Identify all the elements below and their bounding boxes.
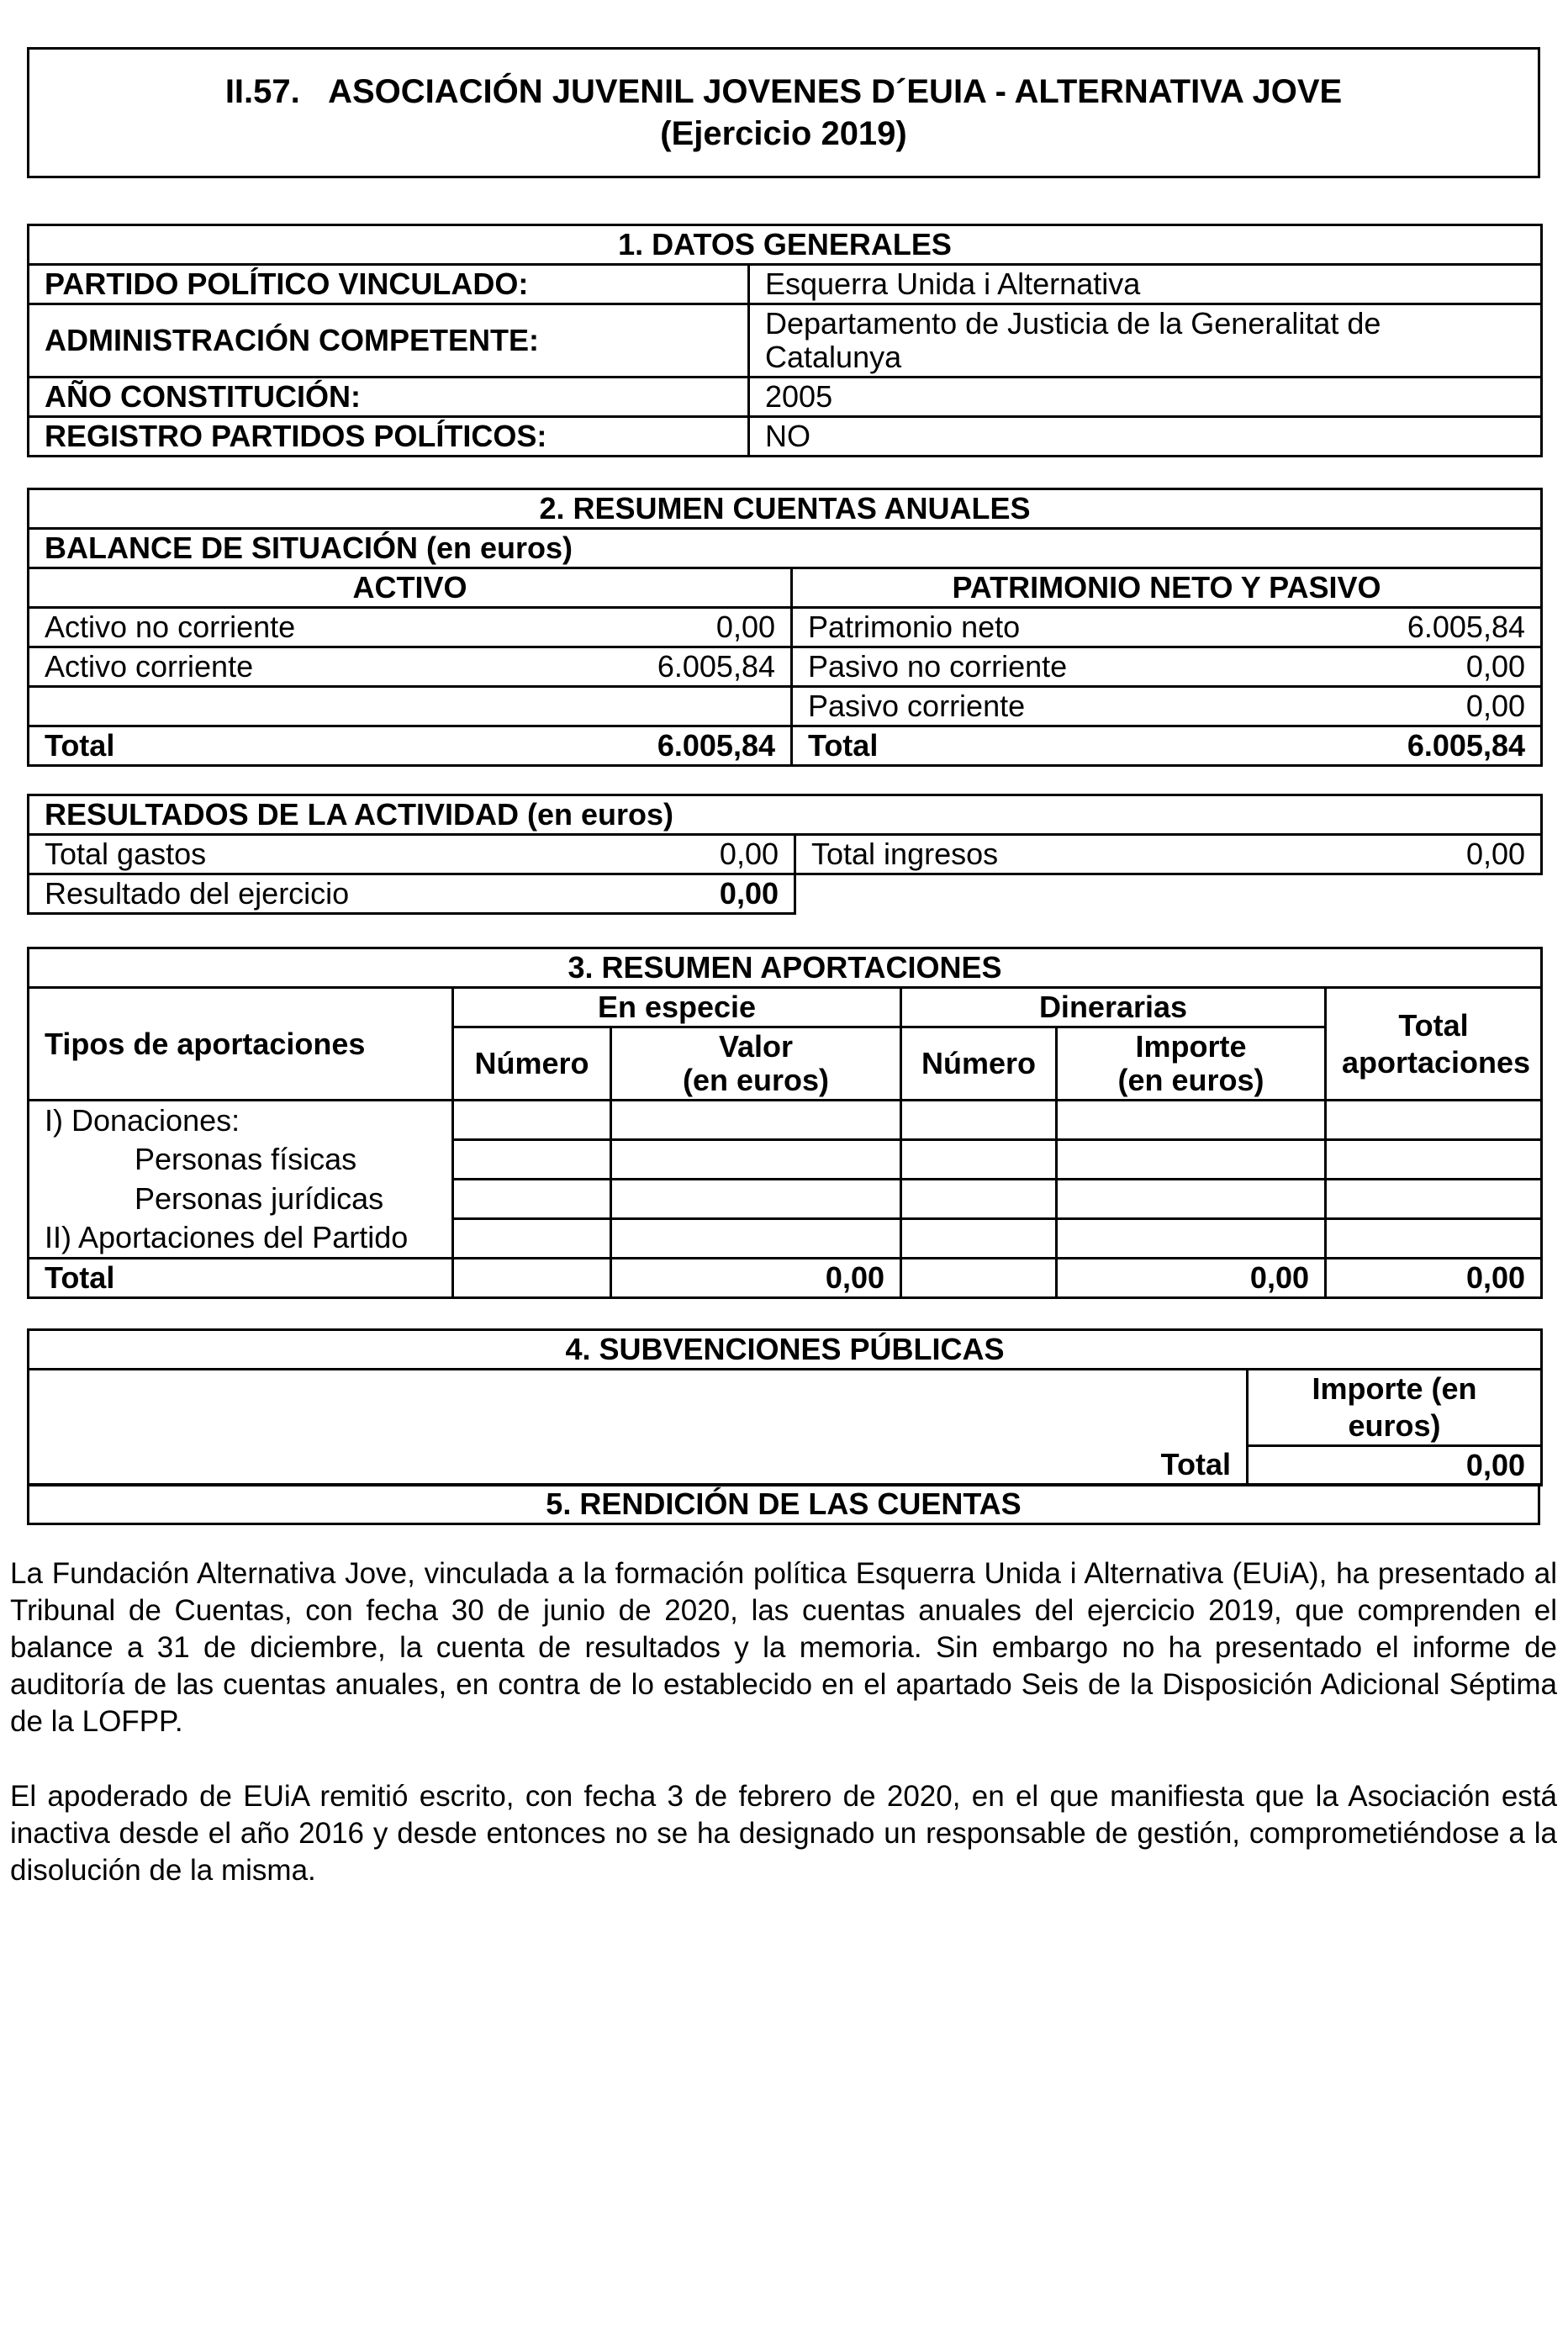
total-header-line2: aportaciones xyxy=(1342,1044,1531,1080)
paragraph-2: El apoderado de EUiA remitió escrito, con fecha 3 de febrero de 2020, en el que manifiesta que la Asociación está inactiva desde el año 2016 y desde entonces no se ha designado un responsable de gestión, comprometiéndose a la disolución de la misma. xyxy=(10,1780,1557,1887)
balance-total-row xyxy=(29,726,1542,766)
pasivo-value: 0,00 xyxy=(1296,647,1542,687)
aportaciones-table xyxy=(27,947,1543,1299)
value-partido: Esquerra Unida i Alternativa xyxy=(749,265,1542,304)
ingresos-value: 0,00 xyxy=(1300,835,1542,874)
paragraph-1: La Fundación Alternativa Jove, vinculada a la formación política Esquerra Unida i Alternativa (EUiA), ha presentado al Tribunal de Cuentas, con fecha 30 de junio de 2020, las cuentas anuales del ejercicio 2019, que comprenden el balance a 31 de diciembre, la cuenta de resultados y la memoria. Sin embargo no ha presentado el informe de auditoría de las cuentas anuales, en contra de lo establecido en el apartado Seis de la Disposición Adicional Séptima de la LOFPP. xyxy=(10,1557,1557,1738)
activo-value: 0,00 xyxy=(590,608,792,647)
document-title xyxy=(27,47,1540,178)
pasivo-total-label: Total xyxy=(792,726,1296,766)
total-header-line1: Total xyxy=(1398,1007,1469,1043)
activo-value: 6.005,84 xyxy=(590,647,792,687)
table-row xyxy=(29,1180,1542,1219)
balance-row xyxy=(29,647,1542,687)
value-administracion-line1: Departamento de Justicia de la Generalitat de xyxy=(765,306,1381,341)
valor-header-line1: Valor xyxy=(718,1029,794,1064)
section-title-cuentas: 2. RESUMEN CUENTAS ANUALES xyxy=(29,489,1542,529)
dinerarias-header: Dinerarias xyxy=(901,988,1326,1027)
ingresos-label: Total ingresos xyxy=(795,835,1300,874)
importe-header-line1: Importe xyxy=(1135,1029,1247,1064)
activo-total-value: 6.005,84 xyxy=(590,726,792,766)
activo-label xyxy=(29,687,590,726)
gastos-label: Total gastos xyxy=(29,835,590,874)
numero-especie-header: Número xyxy=(453,1027,611,1101)
subvenciones-total-label: Total xyxy=(29,1446,1248,1486)
value-administracion-line2: Catalunya xyxy=(765,340,902,374)
cuentas-table xyxy=(27,488,1543,767)
resultado-value: 0,00 xyxy=(590,874,795,914)
balance-row xyxy=(29,687,1542,726)
activo-label: Activo corriente xyxy=(29,647,590,687)
importe-header: Importe (en euros) xyxy=(1248,1370,1542,1446)
section-title-subvenciones: 4. SUBVENCIONES PÚBLICAS xyxy=(29,1330,1542,1370)
row-label: II) Aportaciones del Partido xyxy=(29,1219,453,1259)
table-row xyxy=(29,1101,1542,1140)
label-administracion: ADMINISTRACIÓN COMPETENTE: xyxy=(29,304,749,378)
value-registro: NO xyxy=(749,417,1542,457)
row-label: I) Donaciones: xyxy=(29,1101,453,1140)
resultados-table xyxy=(27,794,1543,915)
table-row xyxy=(29,1140,1542,1180)
total-aportaciones-header xyxy=(1326,988,1542,1101)
activo-value xyxy=(590,687,792,726)
row-label: Personas jurídicas xyxy=(29,1180,453,1219)
total-importe: 0,00 xyxy=(1057,1259,1326,1298)
importe-header xyxy=(1057,1027,1326,1101)
label-ano: AÑO CONSTITUCIÓN: xyxy=(29,378,749,417)
activo-total-label: Total xyxy=(29,726,590,766)
pasivo-label: Patrimonio neto xyxy=(792,608,1296,647)
total-label: Total xyxy=(29,1259,453,1298)
especie-header: En especie xyxy=(453,988,901,1027)
balance-row xyxy=(29,608,1542,647)
section-title-rendicion: 5. RENDICIÓN DE LAS CUENTAS xyxy=(29,1485,1539,1524)
pasivo-header: PATRIMONIO NETO Y PASIVO xyxy=(792,568,1542,608)
importe-header-line2: (en euros) xyxy=(1117,1063,1264,1097)
resultado-label: Resultado del ejercicio xyxy=(29,874,590,914)
pasivo-label: Pasivo corriente xyxy=(792,687,1296,726)
total-valor: 0,00 xyxy=(611,1259,901,1298)
tipos-header: Tipos de aportaciones xyxy=(29,988,453,1101)
title-line-1: II.57. ASOCIACIÓN JUVENIL JOVENES D´EUIA - ALTERNATIVA JOVE xyxy=(224,73,1343,110)
section-title-datos: 1. DATOS GENERALES xyxy=(29,225,1542,265)
label-partido: PARTIDO POLÍTICO VINCULADO: xyxy=(29,265,749,304)
valor-header xyxy=(611,1027,901,1101)
total-total: 0,00 xyxy=(1326,1259,1542,1298)
balance-title: BALANCE DE SITUACIÓN (en euros) xyxy=(29,529,1542,568)
resultados-title: RESULTADOS DE LA ACTIVIDAD (en euros) xyxy=(29,795,1542,835)
pasivo-total-value: 6.005,84 xyxy=(1296,726,1542,766)
pasivo-value: 0,00 xyxy=(1296,687,1542,726)
row-label: Personas físicas xyxy=(29,1140,453,1180)
valor-header-line2: (en euros) xyxy=(682,1063,830,1097)
pasivo-value: 6.005,84 xyxy=(1296,608,1542,647)
subvenciones-table xyxy=(27,1328,1543,1486)
rendicion-table xyxy=(27,1483,1540,1525)
value-administracion xyxy=(749,304,1542,378)
label-registro: REGISTRO PARTIDOS POLÍTICOS: xyxy=(29,417,749,457)
empty-cell xyxy=(795,874,1542,914)
title-line-2: (Ejercicio 2019) xyxy=(660,115,907,152)
datos-generales-table xyxy=(27,224,1543,457)
subvenciones-total-value: 0,00 xyxy=(1248,1446,1542,1486)
value-ano: 2005 xyxy=(749,378,1542,417)
gastos-value: 0,00 xyxy=(590,835,795,874)
aportaciones-total-row xyxy=(29,1259,1542,1298)
pasivo-label: Pasivo no corriente xyxy=(792,647,1296,687)
section-title-aportaciones: 3. RESUMEN APORTACIONES xyxy=(29,948,1542,988)
activo-header: ACTIVO xyxy=(29,568,792,608)
numero-dinerarias-header: Número xyxy=(901,1027,1057,1101)
table-row xyxy=(29,1219,1542,1259)
activo-label: Activo no corriente xyxy=(29,608,590,647)
